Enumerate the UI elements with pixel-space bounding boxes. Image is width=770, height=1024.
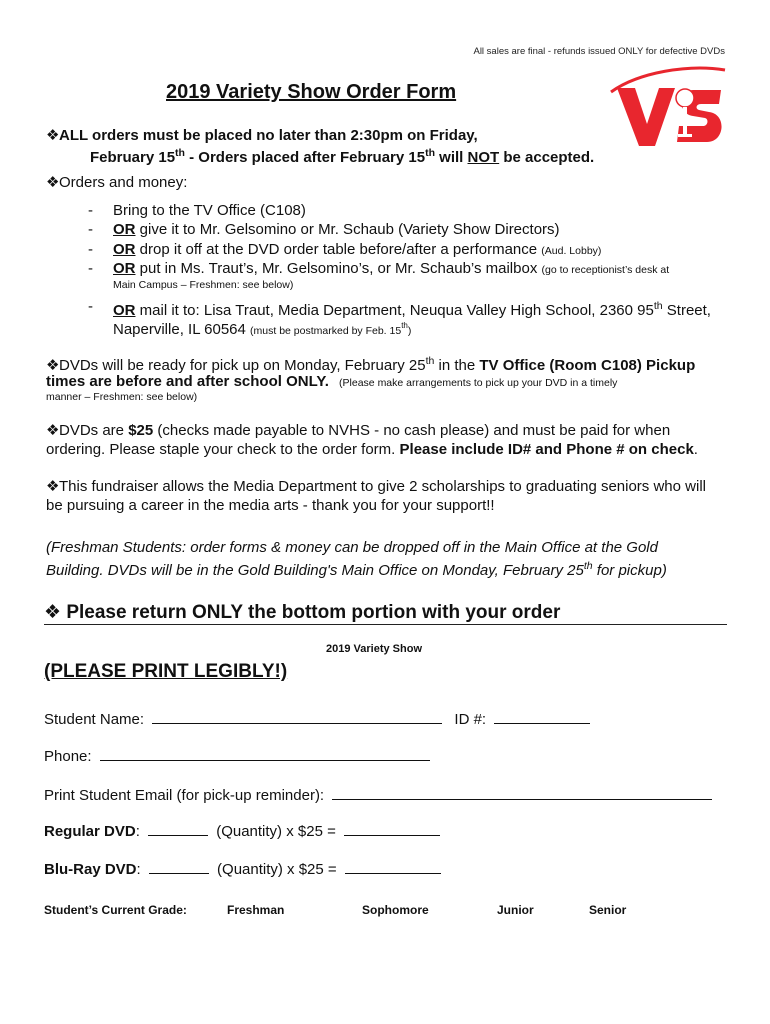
- deadline-line-2: February 15th - Orders placed after February 15th will NOT be accepted.: [90, 147, 595, 166]
- show-label: 2019 Variety Show: [326, 643, 422, 655]
- email-label: Print Student Email (for pick-up reminder):: [44, 787, 325, 804]
- option-5-address: Naperville, IL 60564 (must be postmarked by Feb. 15th): [113, 321, 412, 338]
- option-1: - Bring to the TV Office (C108): [88, 202, 306, 219]
- regular-dvd-quantity-field[interactable]: [148, 821, 208, 836]
- student-name-field[interactable]: [152, 709, 442, 724]
- freshman-note-2: Building. DVDs will be in the Gold Building's Main Office on Monday, February 25th for pickup): [46, 560, 667, 579]
- id-label: ID #:: [454, 711, 487, 728]
- return-heading: ❖ Please return ONLY the bottom portion with your order: [44, 602, 561, 623]
- refund-notice: All sales are final - refunds issued ONLY for defective DVDs: [473, 46, 725, 57]
- price-line-2: ordering. Please staple your check to the order form. Please include ID# and Phone # on check.: [46, 441, 698, 458]
- bluray-dvd-quantity-field[interactable]: [149, 859, 209, 874]
- grade-label: Student’s Current Grade:: [44, 903, 187, 917]
- pickup-line-3: manner – Freshmen: see below): [46, 391, 198, 403]
- price-line-1: ❖DVDs are $25 (checks made payable to NVHS - no cash please) and must be paid for when: [46, 422, 671, 439]
- bluray-dvd-row: Blu-Ray DVD: (Quantity) x $25 =: [44, 859, 441, 879]
- regular-dvd-label: Regular DVD: [44, 823, 136, 840]
- phone-field[interactable]: [100, 746, 430, 761]
- diamond-icon: ❖: [46, 422, 60, 439]
- regular-dvd-row: Regular DVD: (Quantity) x $25 =: [44, 821, 440, 841]
- option-2: - OR give it to Mr. Gelsomino or Mr. Schaub (Variety Show Directors): [88, 221, 560, 238]
- grade-option-freshman[interactable]: Freshman: [227, 903, 285, 917]
- option-4: - OR put in Ms. Traut’s, Mr. Gelsomino’s, or Mr. Schaub’s mailbox (go to receptionist’s desk at: [88, 260, 670, 277]
- option-3: - OR drop it off at the DVD order table before/after a performance (Aud. Lobby): [88, 241, 602, 258]
- divider-line: [44, 624, 727, 625]
- variety-show-logo: [609, 62, 727, 152]
- student-name-row: [44, 709, 590, 729]
- bluray-dvd-label: Blu-Ray DVD: [44, 861, 137, 878]
- freshman-note-1: (Freshman Students: order forms & money can be dropped off in the Main Office at the Gold: [46, 539, 658, 556]
- grade-option-sophomore[interactable]: Sophomore: [362, 903, 429, 917]
- phone-row: [44, 746, 430, 766]
- option-5: - OR mail it to: Lisa Traut, Media Department, Neuqua Valley High School, 2360 95th Street,: [88, 298, 711, 319]
- deadline-line-1: ❖ALL orders must be placed no later than 2:30pm on Friday,: [46, 127, 478, 144]
- pickup-line-2: times are before and after school ONLY. (Please make arrangements to pick up your DVD in a timely: [46, 373, 618, 390]
- option-4-note: Main Campus – Freshmen: see below): [113, 279, 294, 291]
- diamond-icon: ❖: [44, 602, 67, 623]
- student-name-label: Student Name:: [44, 711, 145, 728]
- grade-option-senior[interactable]: Senior: [589, 903, 627, 917]
- diamond-icon: ❖: [46, 357, 60, 374]
- diamond-icon: ❖: [46, 174, 60, 191]
- bluray-dvd-price-label: (Quantity) x $25 =: [217, 861, 337, 878]
- form-title: 2019 Variety Show Order Form: [166, 81, 457, 103]
- diamond-icon: ❖: [46, 127, 60, 144]
- phone-label: Phone:: [44, 748, 92, 765]
- fundraiser-line-2: be pursuing a career in the media arts - thank you for your support!!: [46, 497, 495, 514]
- grade-option-junior[interactable]: Junior: [497, 903, 534, 917]
- email-row: [44, 785, 712, 805]
- regular-dvd-total-field[interactable]: [344, 821, 440, 836]
- fundraiser-line-1: ❖This fundraiser allows the Media Department to give 2 scholarships to graduating seniors who will: [46, 478, 706, 495]
- id-field[interactable]: [494, 709, 590, 724]
- diamond-icon: ❖: [46, 478, 60, 495]
- print-legibly-heading: (PLEASE PRINT LEGIBLY!): [44, 661, 288, 682]
- email-field[interactable]: [332, 785, 712, 800]
- regular-dvd-price-label: (Quantity) x $25 =: [216, 823, 336, 840]
- bluray-dvd-total-field[interactable]: [345, 859, 441, 874]
- pickup-line-1: ❖DVDs will be ready for pick up on Monday, February 25th in the TV Office (Room C108) Pickup: [46, 355, 696, 374]
- orders-heading: ❖Orders and money:: [46, 174, 188, 191]
